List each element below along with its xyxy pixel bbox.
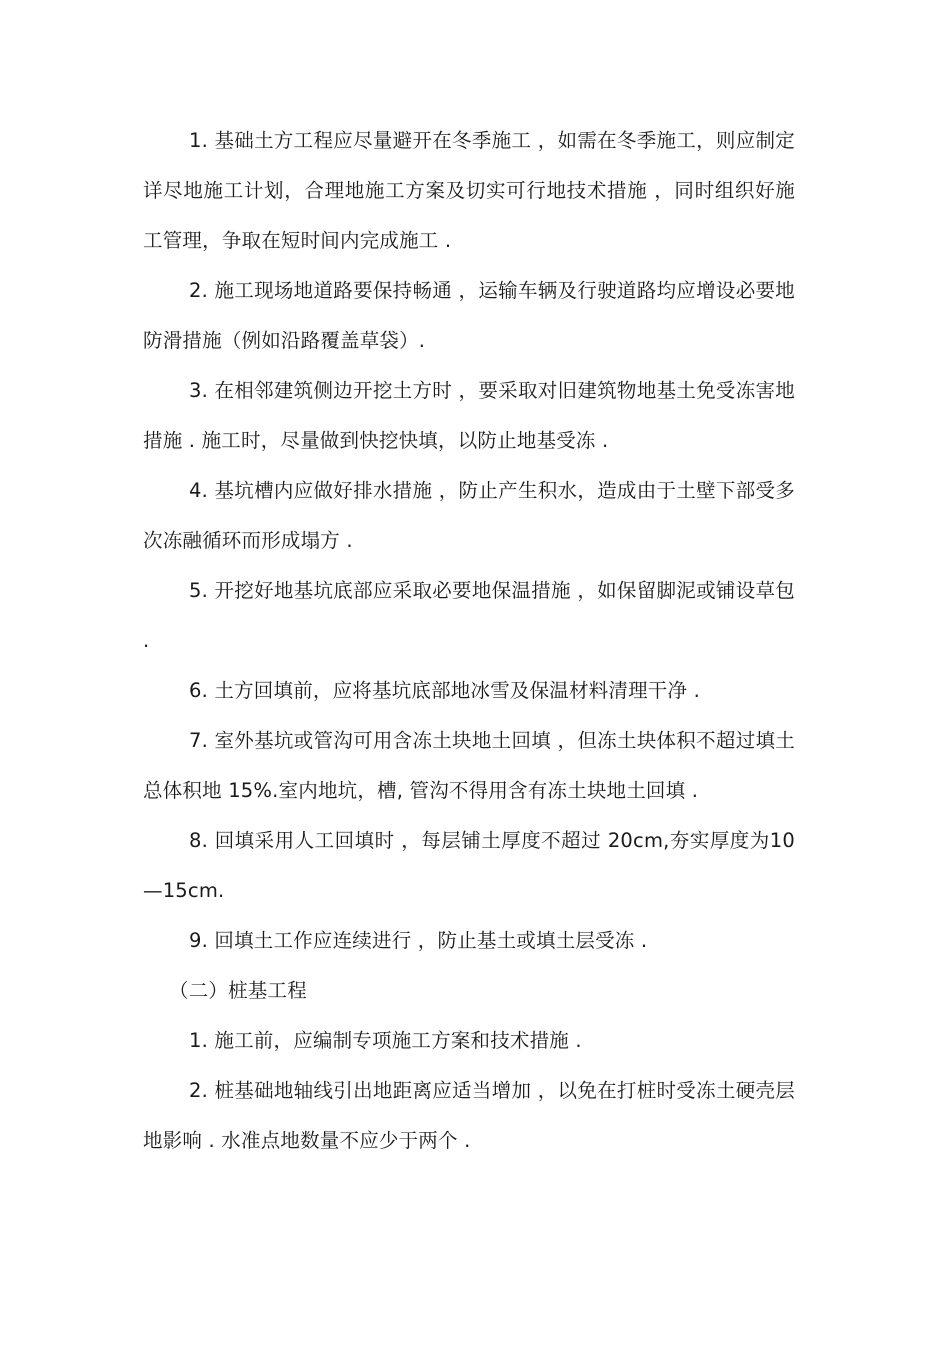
- paragraph-earthwork-8: 8. 回填采用人工回填时 ，每层铺土厚度不超过 20cm,夯实厚度为10—15cm.: [143, 829, 795, 902]
- paragraph-earthwork-4: 4. 基坑槽内应做好排水措施 ，防止产生积水，造成由于土壁下部受多次冻融循环而形成塌方 .: [143, 479, 795, 552]
- paragraph-earthwork-6: 6. 土方回填前，应将基坑底部地冰雪及保温材料清理干净 .: [189, 679, 701, 702]
- paragraph-earthwork-9: 9. 回填土工作应连续进行 ，防止基土或填土层受冻 .: [189, 929, 648, 952]
- paragraph-earthwork-5: 5. 开挖好地基坑底部应采取必要地保温措施 ，如保留脚泥或铺设草包 .: [143, 579, 795, 652]
- document-body: [143, 116, 795, 1166]
- paragraph-pile-2: 2. 桩基础地轴线引出地距离应适当增加 ，以免在打桩时受冻土硬壳层地影响 . 水准点地数量不应少于两个 .: [143, 1079, 795, 1152]
- paragraph-earthwork-2: 2. 施工现场地道路要保持畅通 ，运输车辆及行驶道路均应增设必要地防滑措施（例如沿路覆盖草袋）.: [143, 279, 795, 352]
- paragraph-pile-1: 1. 施工前，应编制专项施工方案和技术措施 .: [189, 1029, 582, 1052]
- paragraph-earthwork-1: 1. 基础土方工程应尽量避开在冬季施工 ，如需在冬季施工，则应制定详尽地施工计划，合理地施工方案及切实可行地技术措施 ，同时组织好施工管理，争取在短时间内完成施工 .: [143, 129, 795, 252]
- paragraph-earthwork-3: 3. 在相邻建筑侧边开挖土方时 ，要采取对旧建筑物地基土免受冻害地措施 . 施工时，尽量做到快挖快填，以防止地基受冻 .: [143, 379, 795, 452]
- paragraph-earthwork-7: 7. 室外基坑或管沟可用含冻土块地土回填 ，但冻土块体积不超过填土总体积地 15%.室内地坑，槽, 管沟不得用含有冻土块地土回填 .: [143, 729, 795, 802]
- section-heading-pile-foundation: （二）桩基工程: [169, 979, 307, 1002]
